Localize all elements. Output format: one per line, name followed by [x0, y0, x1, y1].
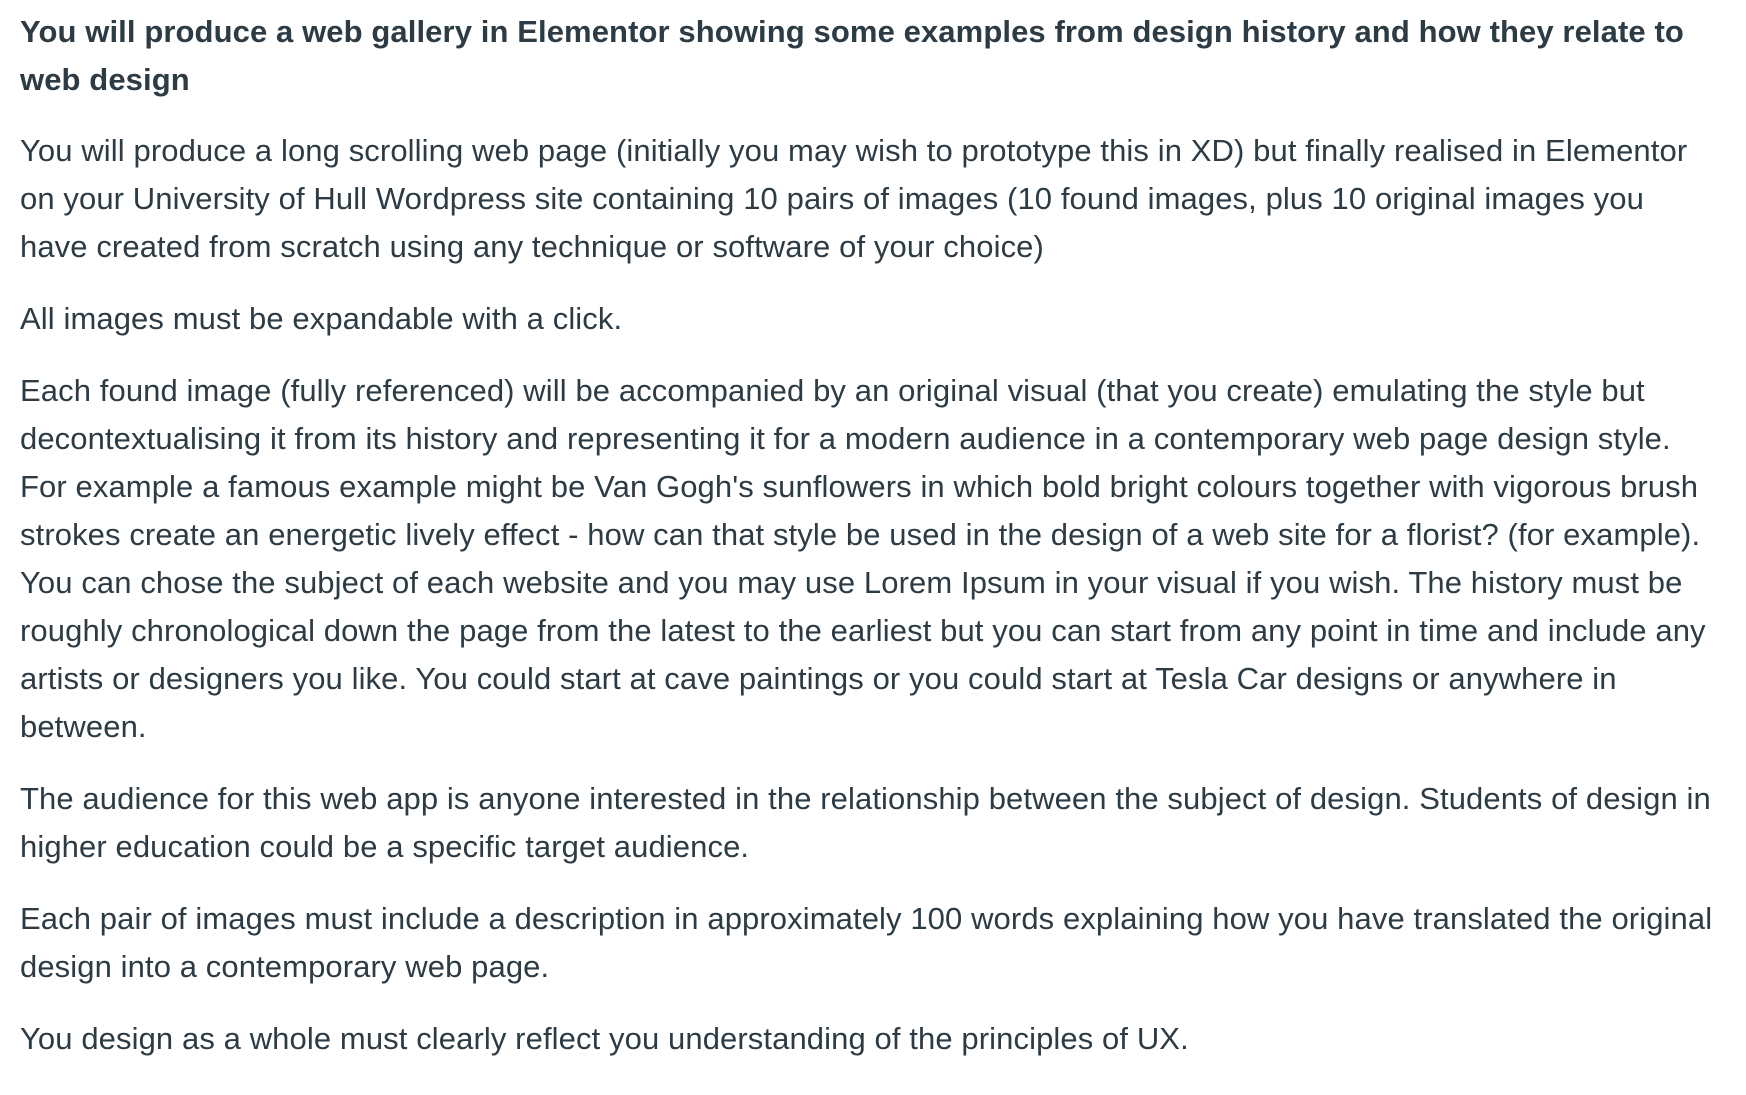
paragraph-found-image: Each found image (fully referenced) will be accompanied by an original visual (that you create) emulating the style but decontextualising it from its history and representing it for a modern audience in a contemporary web page design style. For example a famous example might be Van Gogh's sunflowers in which bold bright colours together with vigorous brush strokes create an energetic lively effect - how can that style be used in the design of a web site for a florist? (for example). You can chose the subject of each website and you may use Lorem Ipsum in your visual if you wish. The history must be roughly chronological down the page from the latest to the earliest but you can start from any point in time and include any artists or designers you like. You could start at cave paintings or you could start at Tesla Car designs or anywhere in between.: [20, 373, 1706, 744]
assignment-description: [20, 8, 1720, 1087]
paragraph-description-requirement: Each pair of images must include a description in approximately 100 words explaining how you have translated the original design into a contemporary web page.: [20, 901, 1713, 984]
paragraph-ux: You design as a whole must clearly reflect you understanding of the principles of UX.: [20, 1021, 1189, 1056]
paragraph-overview: You will produce a long scrolling web page (initially you may wish to prototype this in XD) but finally realised in Elementor on your University of Hull Wordpress site containing 10 pairs of images (10 found images, plus 10 original images you have created from scratch using any technique or software of your choice): [20, 133, 1688, 264]
paragraph-audience: The audience for this web app is anyone interested in the relationship between the subject of design. Students of design in higher education could be a specific target audience.: [20, 781, 1711, 864]
paragraph-expandable: All images must be expandable with a click.: [20, 301, 623, 336]
assignment-heading: You will produce a web gallery in Elementor showing some examples from design history and how they relate to web design: [20, 14, 1684, 97]
